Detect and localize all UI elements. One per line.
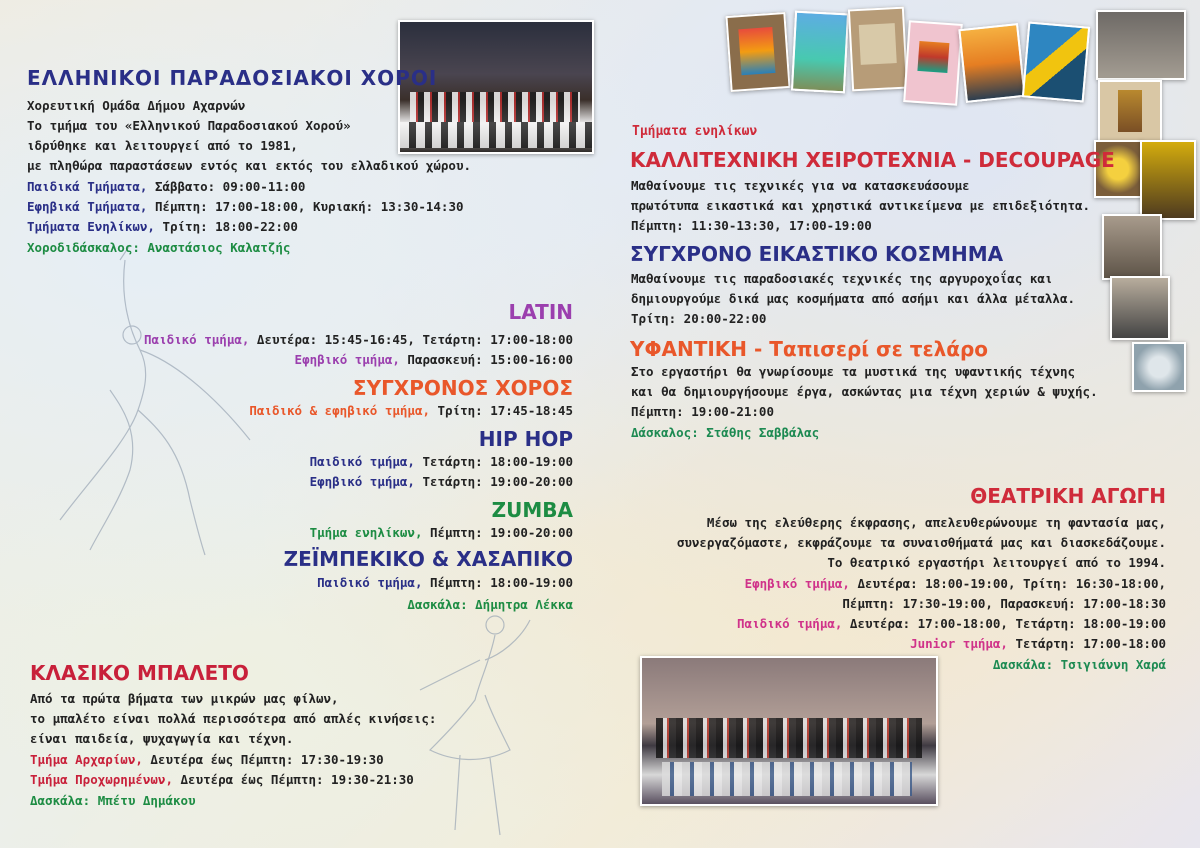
craft-photo-12 [1110, 276, 1170, 340]
craft-photo-4 [903, 20, 963, 106]
latin-schedule-1: Παιδικό τμήμα, Δευτέρα: 15:45-16:45, Τετάρτη: 17:00-18:00 [144, 332, 573, 347]
ballet-schedule-2: Τμήμα Προχωρημένων, Δευτέρα έως Πέμπτη: 19:30-21:30 [30, 772, 414, 787]
latin-schedule-2: Εφηβικό τμήμα, Παρασκευή: 15:00-16:00 [294, 352, 573, 367]
traditional-line-3: ιδρύθηκε και λειτουργεί από το 1981, [27, 138, 298, 153]
jewelry-title: ΣΥΓΧΡΟΝΟ ΕΙΚΑΣΤΙΚΟ ΚΟΣΜΗΜΑ [630, 242, 1004, 266]
theater-line-2: συνεργαζόμαστε, εκφράζουμε τα συναισθήματά μας και διασκεδάζουμε. [676, 535, 1166, 550]
jewelry-line-2: δημιουργούμε δικά μας κοσμήματα από ασήμι και άλλα μέταλλα. [631, 291, 1076, 306]
traditional-schedule-1: Παιδικά Τμήματα, Σάββατο: 09:00-11:00 [27, 179, 306, 194]
weaving-line-2: και θα δημιουργήσουμε έργα, ασκώντας μια τέχνη χεριών & ψυχής. [631, 384, 1098, 399]
theater-schedule-1b: Πέμπτη: 17:30-19:00, Παρασκευή: 17:00-18:30 [842, 596, 1166, 611]
craft-photo-6 [1022, 21, 1090, 102]
contemporary-schedule-1: Παιδικό & εφηβικό τμήμα, Τρίτη: 17:45-18:45 [249, 403, 573, 418]
traditional-line-2: Το τμήμα του «Ελληνικού Παραδοσιακού Χορού» [27, 118, 351, 133]
ballet-schedule-1: Τμήμα Αρχαρίων, Δευτέρα έως Πέμπτη: 17:30-19:30 [30, 752, 384, 767]
handicraft-line-3: Πέμπτη: 11:30-13:30, 17:00-19:00 [631, 218, 872, 233]
adults-subtitle: Τμήματα ενηλίκων [632, 124, 758, 139]
zeimpekiko-title: ΖΕΪΜΠΕΚΙΚΟ & ΧΑΣΑΠΙΚΟ [283, 547, 573, 571]
traditional-line-4: με πληθώρα παραστάσεων εντός και εκτός του ελλαδικού χώρου. [27, 158, 472, 173]
handicraft-line-1: Μαθαίνουμε τις τεχνικές για να κατασκευάσουμε [631, 178, 970, 193]
ballet-line-1: Από τα πρώτα βήματα των μικρών μας φίλων, [30, 691, 339, 706]
contemporary-title: ΣΥΓΧΡΟΝΟΣ ΧΟΡΟΣ [352, 376, 573, 400]
theater-line-1: Μέσω της ελεύθερης έκφρασης, απελευθερώνουμε τη φαντασία μας, [706, 515, 1166, 530]
ballet-line-3: είναι παιδεία, ψυχαγωγία και τέχνη. [30, 731, 294, 746]
weaving-line-1: Στο εργαστήρι θα γνωρίσουμε τα μυστικά της υφαντικής τέχνης [631, 364, 1076, 379]
craft-photo-11 [1102, 214, 1162, 280]
handicraft-title: ΚΑΛΛΙΤΕΧΝΙΚΗ ΧΕΙΡΟΤΕΧΝΙΑ - DECOUPAGE [630, 148, 1115, 172]
craft-photo-2 [791, 11, 849, 94]
craft-photo-3 [848, 7, 908, 92]
theater-schedule-3: Junior τμήμα, Τετάρτη: 17:00-18:00 [910, 636, 1166, 651]
traditional-title: ΕΛΛΗΝΙΚΟΙ ΠΑΡΑΔΟΣΙΑΚΟΙ ΧΟΡΟΙ [27, 66, 438, 90]
hiphop-schedule-2: Εφηβικό τμήμα, Τετάρτη: 19:00-20:00 [309, 474, 573, 489]
latin-title: LATIN [508, 300, 573, 324]
traditional-schedule-2: Εφηβικά Τμήματα, Πέμπτη: 17:00-18:00, Κυριακή: 13:30-14:30 [27, 199, 464, 214]
weaving-line-3: Πέμπτη: 19:00-21:00 [631, 404, 774, 419]
hiphop-title: HIP HOP [478, 427, 573, 451]
jewelry-line-1: Μαθαίνουμε τις παραδοσιακές τεχνικές της αργυροχοΐας και [631, 271, 1053, 286]
craft-photo-10 [1140, 140, 1196, 220]
weaving-title: ΥΦΑΝΤΙΚΗ - Ταπισερί σε τελάρο [630, 337, 989, 361]
theater-schedule-1: Εφηβικό τμήμα, Δευτέρα: 18:00-19:00, Τρίτη: 16:30-18:00, [744, 576, 1166, 591]
zeimpekiko-teacher: Δασκάλα: Δήμητρα Λέκκα [407, 597, 573, 612]
jewelry-line-3: Τρίτη: 20:00-22:00 [631, 311, 767, 326]
zumba-schedule-1: Τμήμα ενηλίκων, Πέμπτη: 19:00-20:00 [309, 525, 573, 540]
theater-teacher: Δασκάλα: Τσιγιάννη Χαρά [992, 657, 1166, 672]
handicraft-line-2: πρωτότυπα εικαστικά και χρηστικά αντικείμενα με επιδεξιότητα. [631, 198, 1091, 213]
traditional-teacher: Χοροδιδάσκαλος: Αναστάσιος Καλατζής [27, 240, 291, 255]
theater-line-3: Το θεατρικό εργαστήρι λειτουργεί από το 1994. [827, 555, 1166, 570]
traditional-line-1: Χορευτική Ομάδα Δήμου Αχαρνών [27, 98, 246, 113]
dancer-sketch-left [20, 240, 280, 560]
theater-title: ΘΕΑΤΡΙΚΗ ΑΓΩΓΗ [970, 484, 1166, 508]
theater-schedule-2: Παιδικό τμήμα, Δευτέρα: 17:00-18:00, Τετάρτη: 18:00-19:00 [737, 616, 1166, 631]
craft-photo-1 [725, 12, 790, 92]
theater-photo [640, 656, 938, 806]
ballet-title: ΚΛΑΣΙΚΟ ΜΠΑΛΕΤΟ [30, 661, 249, 685]
ballet-line-2: το μπαλέτο είναι πολλά περισσότερα από απλές κινήσεις: [30, 711, 437, 726]
zeimpekiko-schedule-1: Παιδικό τμήμα, Πέμπτη: 18:00-19:00 [317, 575, 573, 590]
craft-photo-5 [958, 23, 1025, 103]
craft-photo-13 [1132, 342, 1186, 392]
hiphop-schedule-1: Παιδικό τμήμα, Τετάρτη: 18:00-19:00 [309, 454, 573, 469]
craft-photo-7 [1096, 10, 1186, 80]
zumba-title: ZUMBA [491, 498, 573, 522]
ballet-teacher: Δασκάλα: Μπέτυ Δημάκου [30, 793, 196, 808]
traditional-schedule-3: Τμήματα Ενηλίκων, Τρίτη: 18:00-22:00 [27, 219, 298, 234]
craft-photo-8 [1098, 80, 1162, 142]
weaving-teacher: Δάσκαλος: Στάθης Σαββάλας [631, 425, 820, 440]
